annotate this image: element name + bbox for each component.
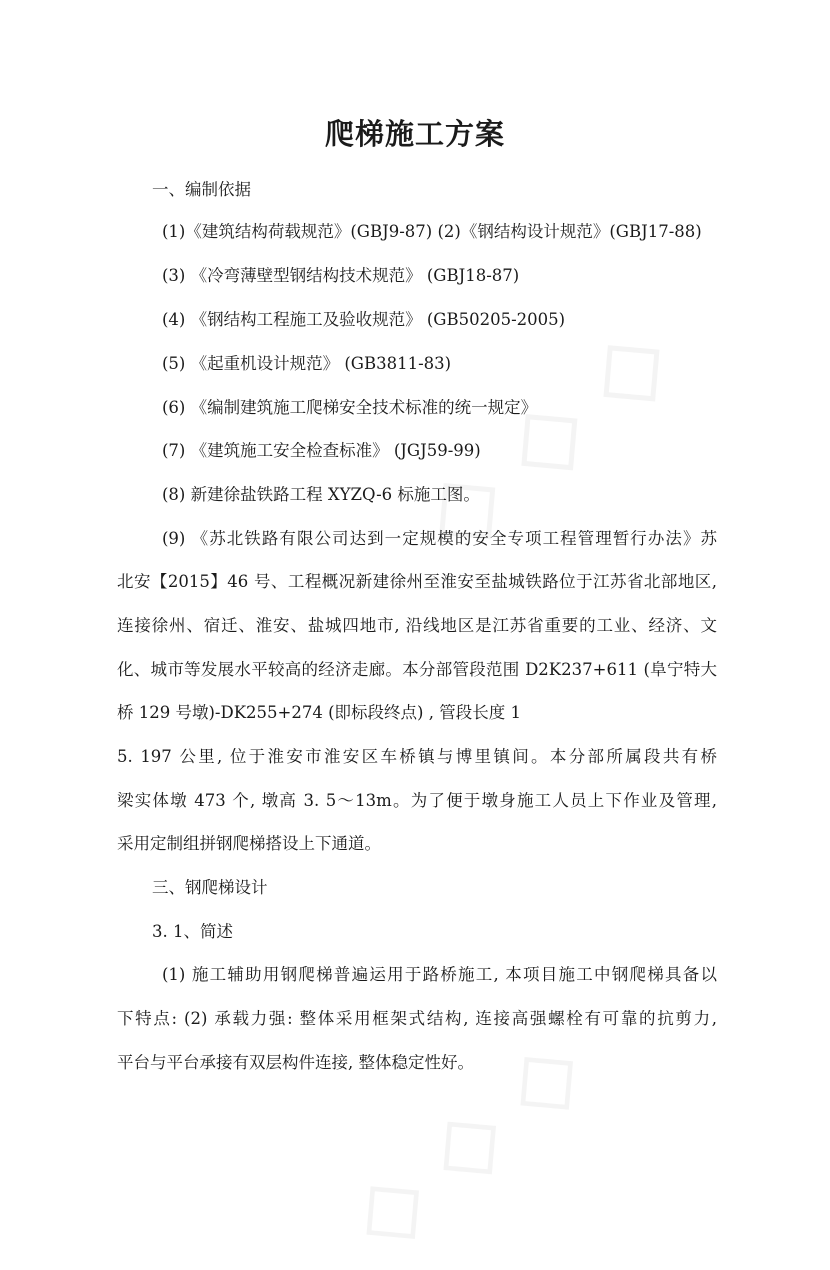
paragraph-line: (1) 施工辅助用钢爬梯普遍运用于路桥施工, 本项目施工中钢爬梯具备以 xyxy=(162,965,717,984)
reference-item: (4) 《钢结构工程施工及验收规范》 (GB50205-2005) xyxy=(162,310,566,329)
reference-item: (6) 《编制建筑施工爬梯安全技术标准的统一规定》 xyxy=(162,398,538,417)
paragraph-line: 桥 129 号墩)-DK255+274 (即标段终点) , 管段长度 1 xyxy=(117,703,521,722)
document-title: 爬梯施工方案 xyxy=(324,117,505,151)
section-heading: 三、钢爬梯设计 xyxy=(152,878,268,897)
paragraph-line: (9) 《苏北铁路有限公司达到一定规模的安全专项工程管理暂行办法》苏 xyxy=(162,529,717,548)
reference-item: (1)《建筑结构荷载规范》(GBJ9-87) (2)《钢结构设计规范》(GBJ17-88) xyxy=(162,222,702,241)
reference-item: (7) 《建筑施工安全检查标准》 (JGJ59-99) xyxy=(162,441,481,460)
section-heading: 一、编制依据 xyxy=(152,180,251,199)
paragraph-line: 5. 197 公里, 位于淮安市淮安区车桥镇与博里镇间。本分部所属段共有桥 xyxy=(117,747,717,766)
reference-item: (5) 《起重机设计规范》 (GB3811-83) xyxy=(162,354,452,373)
paragraph-line: 下特点: (2) 承载力强: 整体采用框架式结构, 连接高强螺栓有可靠的抗剪力, xyxy=(117,1009,717,1028)
paragraph-line: 梁实体墩 473 个, 墩高 3. 5～13m。为了便于墩身施工人员上下作业及管理, xyxy=(117,791,717,810)
subsection-heading: 3. 1、简述 xyxy=(152,922,233,941)
paragraph-line: 平台与平台承接有双层构件连接, 整体稳定性好。 xyxy=(117,1053,474,1072)
paragraph-line: 采用定制组拼钢爬梯搭设上下通道。 xyxy=(117,834,381,853)
reference-item: (3) 《冷弯薄壁型钢结构技术规范》 (GBJ18-87) xyxy=(162,266,520,285)
reference-item: (8) 新建徐盐铁路工程 XYZQ-6 标施工图。 xyxy=(162,485,480,504)
paragraph-line: 北安【2015】46 号、工程概况新建徐州至淮安至盐城铁路位于江苏省北部地区, xyxy=(117,572,717,591)
paragraph-line: 连接徐州、宿迁、淮安、盐城四地市, 沿线地区是江苏省重要的工业、经济、文 xyxy=(117,616,717,635)
paragraph-line: 化、城市等发展水平较高的经济走廊。本分部管段范围 D2K237+611 (阜宁特大 xyxy=(117,660,717,679)
